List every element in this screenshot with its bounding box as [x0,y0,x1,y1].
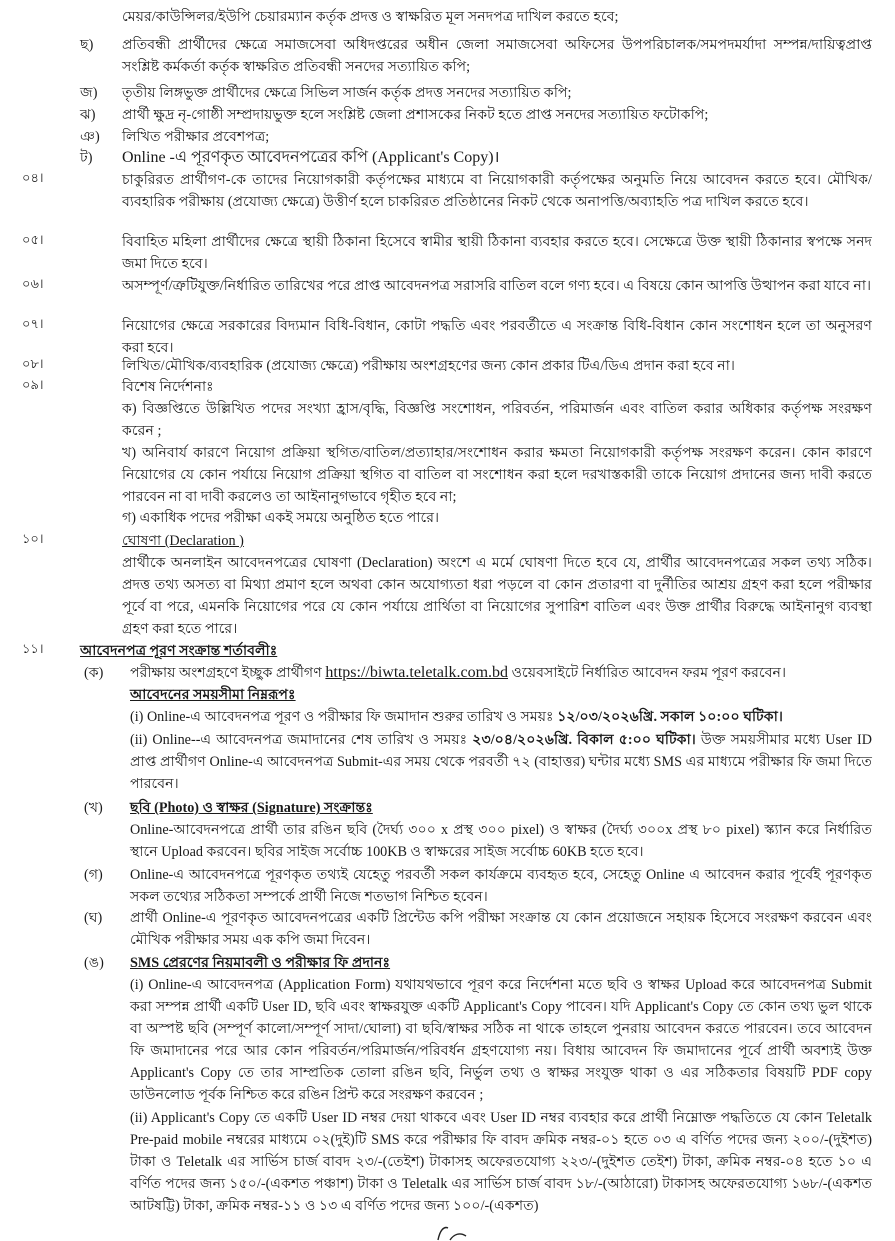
accuracy-text: Online-এ আবেদনপত্রে পূরণকৃত তথ্যই যেহেতু পরবর্তী সকল কার্যক্রমে ব্যবহৃত হবে, সেহেতু Online এ আবেদন করার পূর্বেই পূরণকৃত সকল তথ্যের সঠিকতা সম্পর্কে প্রার্থী নিজে শতভাগ নিশ্চিত হবেন। [130,867,872,905]
start-date-label: (i) Online-এ আবেদনপত্র পূরণ ও পরীক্ষার ফি জমাদান শুরুর তারিখ ও সময়ঃ [130,709,558,725]
item-label: ছ) [80,37,94,53]
section-04-text: চাকুরিরত প্রার্থীগণ-কে তাদের নিয়োগকারী কর্তৃপক্ষের মাধ্যমে বা নিয়োগকারী কর্তৃপক্ষের অনুমতি নিয়ে আবেদন করতে হবে। মৌখিক/ব্যবহারিক পরীক্ষায় (প্রযোজ্য ক্ষেত্রে) উত্তীর্ণ হলে চাকরিরত প্রতিষ্ঠানের নিকট থেকে অনাপত্তি/অব্যাহতি পত্র দাখিল করতে হবে। [122,172,872,210]
item-label: (ঙ) [84,955,104,971]
section-number: ০৮। [22,356,44,371]
sms-fee-i: (i) Online-এ আবেদনপত্র (Application Form) যথাযথভাবে পূরণ করে নির্দেশনা মতে ছবি ও স্বাক্ষর Upload করে আবেদনপত্র Submit করা সম্পন্ন প্রার্থী একটি User ID, ছবি এবং স্বাক্ষরযুক্ত একটি Applicant's Copy পাবেন। যদি Applicant's Copy তে কোন তথ্য ভুল থাকে বা অস্পষ্ট ছবি (সম্পূর্ণ কালো/সম্পূর্ণ সাদা/ঘোলা) বা ছবি/স্বাক্ষর সঠিক না থাকে তাহলে পুনরায় আবেদন করতে পারবেন। তবে আবেদন ফি জমাদানের পরে আর কোন পরিবর্তন/পরিমার্জন/পরিবর্ধন গ্রহণযোগ্য নয়। বিধায় আবেদন ফি জমাদানের পূর্বে প্রার্থী অবশ্যই উক্ত Applicant's Copy তে তার সাম্প্রতিক তোলা রঙিন ছবি, নির্ভুল তথ্য ও স্বাক্ষর সংযুক্ত থাকা ও এর সঠিকতার বিষয়টি PDF copy ডাউনলোড পূর্বক নিশ্চিত করে রঙিন প্রিন্ট করে সংরক্ষণ করবেন ; [130,977,872,1103]
item-label: (খ) [84,800,103,816]
photo-signature-title: ছবি (Photo) ও স্বাক্ষর (Signature) সংক্রান্তঃ [130,800,373,816]
item-label: ঞ) [80,129,100,145]
item-label: জ) [80,85,98,101]
item-label: ট) [80,150,93,166]
section-number: ০৪। [22,170,44,185]
apply-text-pre: পরীক্ষায় অংশগ্রহণে ইচ্ছুক প্রার্থীগণ [130,665,326,681]
start-date-value: ১২/০৩/২০২৬খ্রি. সকাল ১০:০০ ঘটিকা। [557,709,783,725]
item-label: (গ) [84,867,103,883]
end-date-line [130,729,872,795]
section-06-text: অসম্পূর্ণ/ত্রুটিযুক্ত/নির্ধারিত তারিখের পরে প্রাপ্ত আবেদনপত্র সরাসরি বাতিল বলে গণ্য হবে। এ বিষয়ে কোন আপত্তি উত্থাপন করা যাবে না। [122,278,872,294]
section-number: ০৫। [22,232,44,247]
section-09-a: ক) বিজ্ঞপ্তিতে উল্লিখিত পদের সংখ্যা হ্রাস/বৃদ্ধি, বিজ্ঞপ্তি সংশোধন, পরিবর্তন, পরিমার্জন এবং বাতিল করার অধিকার কর্তৃপক্ষ সংরক্ষণ করেন ; [122,401,872,439]
section-09-title: বিশেষ নির্দেশনাঃ [122,379,214,395]
item-text: তৃতীয় লিঙ্গভুক্ত প্রার্থীদের ক্ষেত্রে সিভিল সার্জন কর্তৃক প্রদত্ত সনদের সত্যায়িত কপি; [122,85,572,101]
end-date-note: উক্ত সময়সীমার মধ্যে User ID প্রাপ্ত প্রার্থীগণ Online-এ আবেদনপত্র Submit-এর সময় থেকে পরবর্তী ৭২ (বাহাত্তর) ঘন্টার মধ্যে SMS এর মাধ্যমে পরীক্ষার ফি জমা দিতে পারবেন। [130,732,872,792]
item-text: Online -এ পূরণকৃত আবেদনপত্রের কপি (Applicant's Copy)। [122,149,500,166]
section-05-text: বিবাহিত মহিলা প্রার্থীদের ক্ষেত্রে স্থায়ী ঠিকানা হিসেবে স্বামীর স্থায়ী ঠিকানা ব্যবহার করতে হবে। সেক্ষেত্রে উক্ত স্থায়ী ঠিকানার স্বপক্ষে সনদ জমা দিতে হবে। [122,234,872,272]
item-label: ঝ) [80,107,96,123]
section-number: ০৭। [22,316,44,331]
application-website-link[interactable]: https://biwta.teletalk.com.bd [325,664,509,681]
start-date-line [130,706,872,728]
item-text: লিখিত পরীক্ষার প্রবেশপত্র; [122,129,270,145]
item-text: প্রতিবন্ধী প্রার্থীদের ক্ষেত্রে সমাজসেবা অধিদপ্তরের অধীন জেলা সমাজসেবা অফিসের উপপরিচালক/সমপদমর্যাদা সম্পন্ন/দায়িত্বপ্রাপ্ত সংশ্লিষ্ট কর্মকর্তা কর্তৃক স্বাক্ষরিত প্রতিবন্ধী সনদের সত্যায়িত কপি; [122,37,872,75]
section-10-title: ঘোষণা (Declaration ) [122,533,244,549]
section-number: ০৬। [22,276,44,291]
apply-instruction [130,662,872,684]
sms-fee-ii: (ii) Applicant's Copy তে একটি User ID নম্বর দেয়া থাকবে এবং User ID নম্বর ব্যবহার করে প্রার্থী নিম্নোক্ত পদ্ধতিতে যে কোন Teletalk Pre-paid mobile নম্বরের মাধ্যমে ০২(দুই)টি SMS করে পরীক্ষার ফি বাবদ ক্রমিক নম্বর-০১ হতে ০৩ এ বর্ণিত পদের জন্য ২০০/-(দুইশত) টাকা ও Teletalk এর সার্ভিস চার্জ বাবদ ২৩/-(তেইশ) টাকাসহ অফেরতযোগ্য ২২৩/-(দুইশত তেইশ) টাকা, ক্রমিক নম্বর-০৪ হতে ১০ এ বর্ণিত পদের জন্য ১৫০/-(একশত পঞ্চাশ) টাকা ও Teletalk এর সার্ভিস চার্জ বাবদ ১৮/-(আঠারো) টাকাসহ অফেরতযোগ্য ১৬৮/-(একশত আটষট্টি) টাকা, ক্রমিক নম্বর-১১ ও ১৩ এ বর্ণিত পদের জন্য ১০০/-(একশত) [130,1110,872,1214]
section-number: ১০। [22,531,44,546]
deadline-subtitle: আবেদনের সময়সীমা নিম্নরূপঃ [130,687,296,703]
printed-copy-text: প্রার্থী Online-এ পূরণকৃত আবেদনপত্রের একটি প্রিন্টেড কপি পরীক্ষা সংক্রান্ত যে কোন প্রয়োজনে সহায়ক হিসেবে সংরক্ষণ করবেন এবং মৌখিক পরীক্ষার সময় এক কপি জমা দিবেন। [130,910,872,948]
continuation-line: মেয়র/কাউন্সিলর/ইউপি চেয়ারম্যান কর্তৃক প্রদত্ত ও স্বাক্ষরিত মূল সনদপত্র দাখিল করতে হবে; [122,9,619,25]
apply-text-post: ওয়েবসাইটে নির্ধারিত আবেদন ফরম পূরণ করবেন। [508,665,787,681]
photo-signature-text: Online-আবেদনপত্রে প্রার্থী তার রঙিন ছবি (দৈর্ঘ্য ৩০০ x প্রস্থ ৩০০ pixel) ও স্বাক্ষর (দৈর্ঘ্য ৩০০x প্রস্থ ৮০ pixel) স্ক্যান করে নির্ধারিত স্থানে Upload করবেন। ছবির সাইজ সর্বোচ্চ 100KB ও স্বাক্ষরের সাইজ সর্বোচ্চ 60KB হতে হবে। [130,822,872,860]
section-08-text: লিখিত/মৌখিক/ব্যবহারিক (প্রযোজ্য ক্ষেত্রে) পরীক্ষায় অংশগ্রহণের জন্য কোন প্রকার টিএ/ডিএ প্রদান করা হবে না। [122,358,735,374]
item-label: (ঘ) [84,910,103,926]
item-text: প্রার্থী ক্ষুদ্র নৃ-গোষ্ঠী সম্প্রদায়ভুক্ত হলে সংশ্লিষ্ট জেলা প্রশাসকের নিকট হতে প্রাপ্ত সনদের সত্যায়িত ফটোকপি; [122,107,709,123]
end-date-label: (ii) Online--এ আবেদনপত্র জমাদানের শেষ তারিখ ও সময়ঃ [130,732,473,748]
end-date-value: ২৩/০৪/২০২৬খ্রি. বিকাল ৫:০০ ঘটিকা। [472,732,696,748]
section-number: ১১। [22,641,44,656]
signature-mark [430,1222,470,1241]
section-number: ০৯। [22,377,44,392]
item-label: (ক) [84,665,104,681]
section-10-text: প্রার্থীকে অনলাইন আবেদনপত্রের ঘোষণা (Declaration) অংশে এ মর্মে ঘোষণা দিতে হবে যে, প্রার্থীর আবেদনপত্রের সকল তথ্য সঠিক। প্রদত্ত তথ্য অসত্য বা মিথ্যা প্রমাণ হলে অথবা কোন অযোগ্যতা ধরা পড়লে বা কোন প্রতারণা বা দুর্নীতির আশ্রয় গ্রহণ করা হলে পরীক্ষার পূর্বে বা পরে, এমনকি নিয়োগের পরে যে কোন পর্যায়ে প্রার্থিতা বা নিয়োগের সুপারিশ বাতিল এবং উক্ত প্রার্থীর বিরুদ্ধে আইনানুগ ব্যবস্থা গ্রহণ করা হতে পারে। [122,555,872,637]
section-07-text: নিয়োগের ক্ষেত্রে সরকারের বিদ্যমান বিধি-বিধান, কোটা পদ্ধতি এবং পরবর্তীতে এ সংক্রান্ত বিধি-বিধান কোন সংশোধন হলে তা অনুসরণ করা হবে। [122,318,872,356]
section-11-title: আবেদনপত্র পূরণ সংক্রান্ত শর্তাবলীঃ [80,643,278,659]
section-09-c: গ) একাধিক পদের পরীক্ষা একই সময়ে অনুষ্ঠিত হতে পারে। [122,510,440,526]
section-09-b: খ) অনিবার্য কারণে নিয়োগ প্রক্রিয়া স্থগিত/বাতিল/প্রত্যাহার/সংশোধন করার ক্ষমতা নিয়োগকারী কর্তৃপক্ষ সংরক্ষণ করেন। কোন কারণে নিয়োগের যে কোন পর্যায়ে নিয়োগ প্রক্রিয়া স্থগিত বা বাতিল বা সংশোধন করা হলে দরখাস্তকারী তাকে নিয়োগ প্রদানের জন্য দাবী করতে পারবেন না বা দাবী করলেও তা আইনানুগভাবে গৃহীত হবে না; [122,445,872,505]
sms-fee-title: SMS প্রেরণের নিয়মাবলী ও পরীক্ষার ফি প্রদানঃ [130,955,391,971]
